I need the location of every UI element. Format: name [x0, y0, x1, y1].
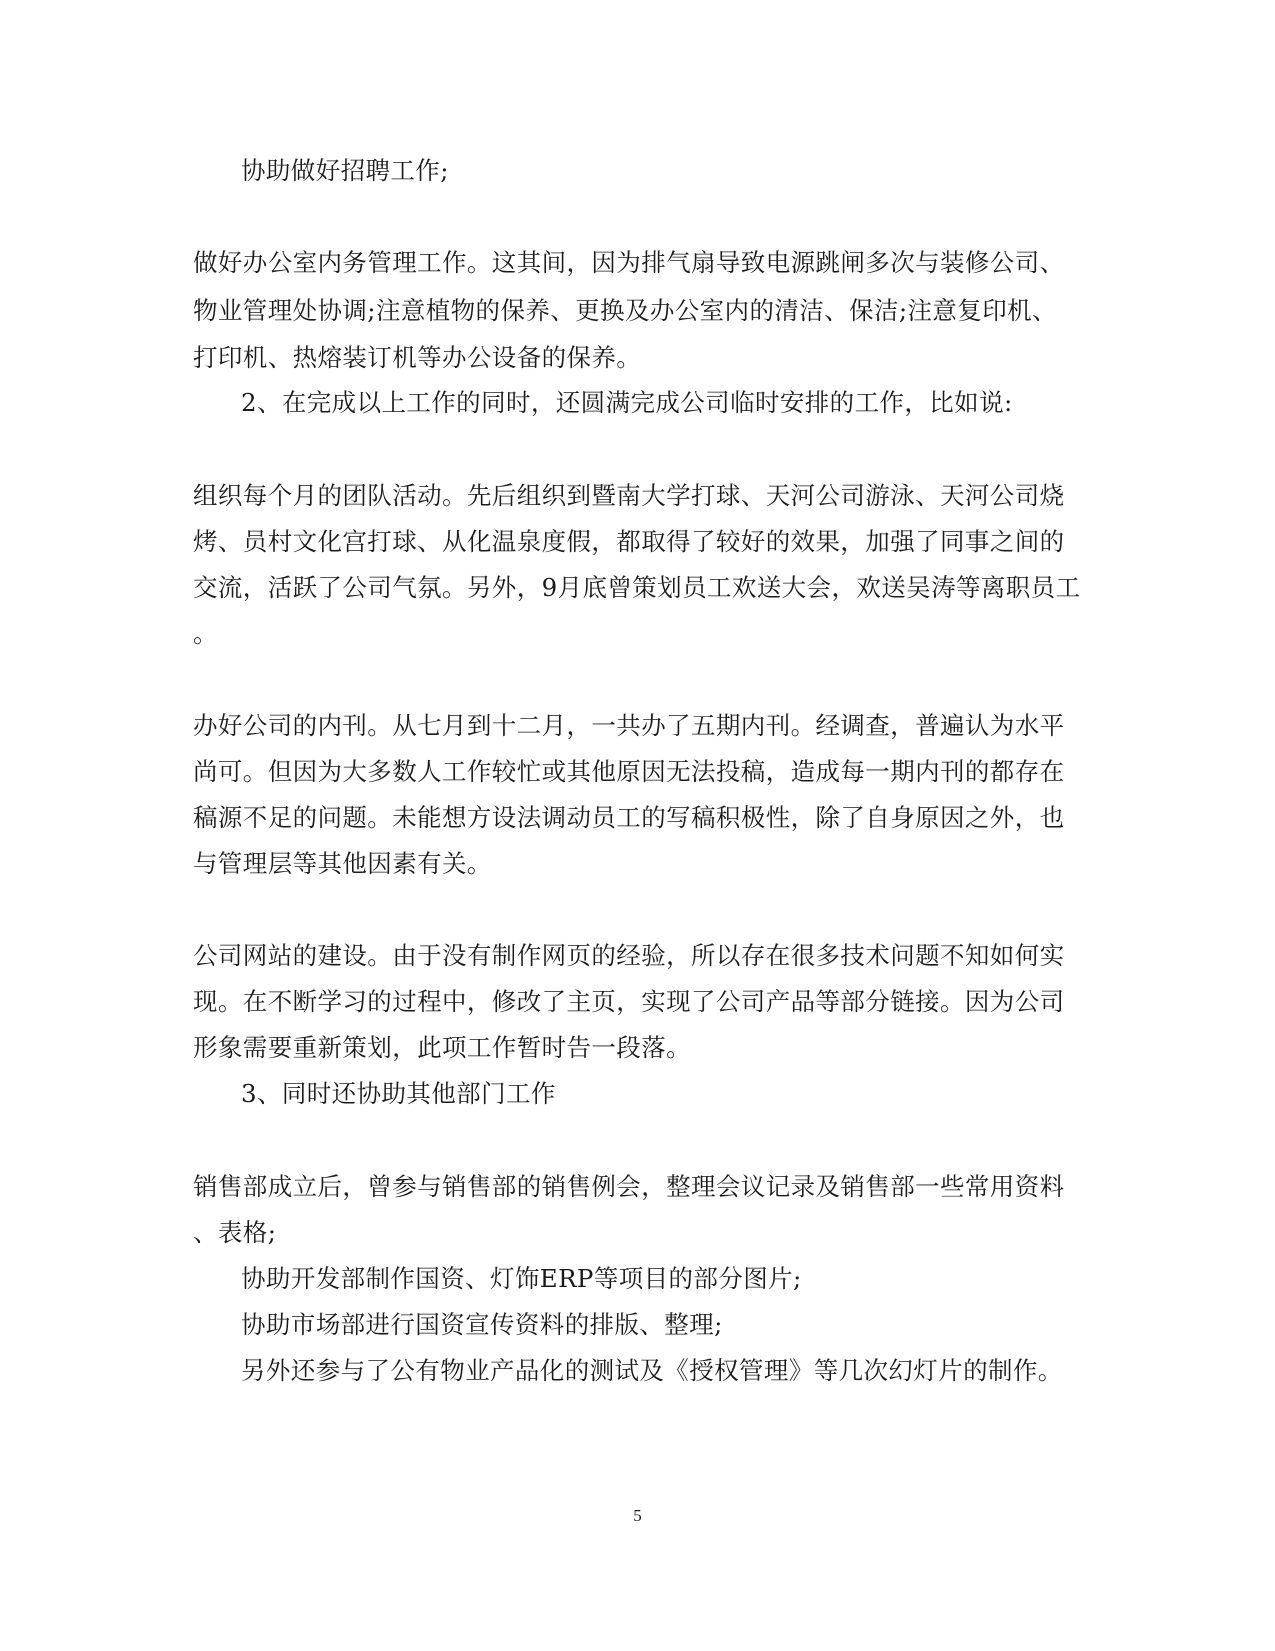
text-line: 尚可。但因为大多数人工作较忙或其他原因无法投稿，造成每一期内刊的都存在: [193, 757, 1065, 786]
text-line: 另外还参与了公有物业产品化的测试及《授权管理》等几次幻灯片的制作。: [241, 1356, 1063, 1385]
text-line: 烤、员村文化宫打球、从化温泉度假，都取得了较好的效果，加强了同事之间的: [193, 527, 1065, 556]
text-line: 2、在完成以上工作的同时，还圆满完成公司临时安排的工作，比如说:: [241, 388, 1013, 417]
text-line: 物业管理处协调;注意植物的保养、更换及办公室内的清洁、保洁;注意复印机、: [193, 296, 1057, 325]
text-line: 3、同时还协助其他部门工作: [241, 1079, 556, 1108]
page-number: 5: [633, 1506, 642, 1525]
text-line: 办好公司的内刊。从七月到十二月，一共办了五期内刊。经调查，普遍认为水平: [193, 711, 1065, 740]
text-line: 协助市场部进行国资宣传资料的排版、整理;: [241, 1310, 723, 1339]
text-line: 现。在不断学习的过程中，修改了主页，实现了公司产品等部分链接。因为公司: [193, 987, 1065, 1016]
text-line: 稿源不足的问题。未能想方设法调动员工的写稿积极性，除了自身原因之外，也: [193, 803, 1065, 832]
text-line: 协助开发部制作国资、灯饰ERP等项目的部分图片;: [241, 1264, 802, 1293]
text-line: 、表格;: [193, 1218, 277, 1247]
text-line: 销售部成立后，曾参与销售部的销售例会，整理会议记录及销售部一些常用资料: [193, 1172, 1065, 1201]
text-line: 与管理层等其他因素有关。: [193, 849, 492, 878]
text-line: 做好办公室内务管理工作。这其间，因为排气扇导致电源跳闸多次与装修公司、: [193, 248, 1065, 277]
text-line: 打印机、热熔装订机等办公设备的保养。: [193, 343, 642, 372]
text-line: 。: [193, 619, 218, 648]
text-line: 协助做好招聘工作;: [241, 156, 449, 185]
text-line: 交流，活跃了公司气氛。另外，9月底曾策划员工欢送大会，欢送吴涛等离职员工: [193, 573, 1081, 602]
text-line: 公司网站的建设。由于没有制作网页的经验，所以存在很多技术问题不知如何实: [193, 941, 1065, 970]
text-line: 组织每个月的团队活动。先后组织到暨南大学打球、天河公司游泳、天河公司烧: [193, 481, 1065, 510]
text-line: 形象需要重新策划，此项工作暂时告一段落。: [193, 1033, 691, 1062]
